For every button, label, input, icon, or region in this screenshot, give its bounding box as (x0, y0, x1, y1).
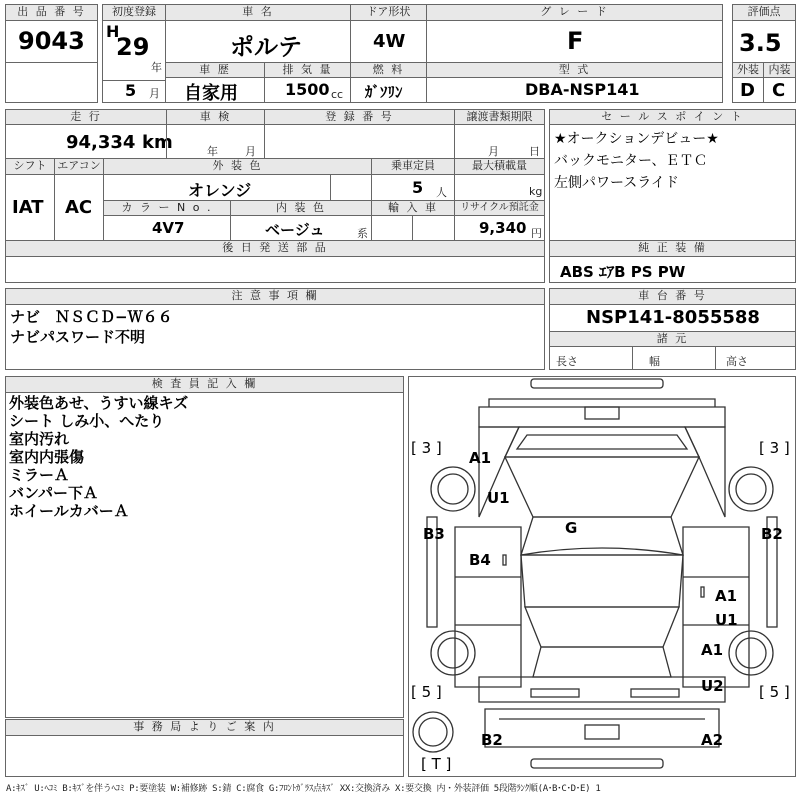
later-parts-cell (5, 256, 545, 283)
shift: IAT (12, 197, 44, 218)
car-outline-svg (409, 377, 795, 776)
int-color-header: 内 装 色 (230, 200, 372, 216)
inspector-line-2: シート しみ小、へたり (9, 412, 165, 430)
rear-bottom-bar (531, 759, 663, 768)
right-front-fender (685, 427, 725, 517)
damage-diagram (408, 376, 796, 777)
recycle-fee: 9,340 (479, 219, 527, 237)
reg-month: 5 (125, 81, 137, 100)
inspector-line-5: ミラーＡ (9, 466, 70, 484)
car-name: ポルテ (230, 33, 302, 61)
windshield (505, 457, 699, 517)
mark-a1-front-left: A1 (469, 449, 492, 467)
int-score-header: 内装 (763, 62, 796, 78)
model-header: 型 式 (426, 62, 723, 78)
max-load-header: 最大積載量 (454, 158, 545, 175)
transfer-header: 譲渡書類期限 (454, 109, 545, 125)
inspector-cell (5, 392, 404, 718)
ext-color-cell (103, 174, 372, 201)
inspection-header: 車 検 (166, 109, 265, 125)
ext-score-header: 外装 (732, 62, 764, 78)
notes-line-1: ナビ ＮＳＣＤ−Ｗ６６ (10, 308, 173, 326)
mark-a1-right-2: A1 (701, 641, 724, 659)
bracket-top-left: [ 3 ] (411, 439, 442, 457)
roof-curve (521, 548, 683, 555)
sales-line-2: バックモニター、ＥＴＣ (554, 153, 708, 169)
first-reg-cell (102, 20, 166, 103)
int-color-cell (230, 215, 372, 241)
mileage-unit: km (142, 132, 173, 153)
inspector-header: 検 査 員 記 入 欄 (5, 376, 404, 393)
chassis-number: NSP141-8055588 (586, 307, 760, 328)
grade: F (567, 27, 584, 55)
spare-tire-inner (419, 718, 447, 746)
ext-score-cell (732, 77, 764, 103)
legend: A:ｷｽﾞ U:ﾍｺﾐ B:ｷｽﾞを伴うﾍｺﾐ P:要塗装 W:補修跡 S:錆 C:腐食 G:ﾌﾛﾝﾄｶﾞﾗｽ点ｷｽﾞ XX:交換済み X:要交換 内・外装評価 5段階ﾗﾝｸ順(A･B･C･D･E) 1 (6, 784, 601, 794)
displacement: 1500 (285, 80, 330, 99)
capacity-header: 乗車定員 (371, 158, 455, 175)
import-cell (371, 215, 455, 241)
notes-cell (5, 304, 545, 370)
bracket-top-right: [ 3 ] (759, 439, 790, 457)
mark-u1-front-left: U1 (487, 489, 510, 507)
wheel-rear-right-inner (736, 638, 766, 668)
month-unit: 月 (149, 87, 160, 100)
recycle-header: リサイクル預託金 (454, 200, 545, 216)
spec-header: 諸 元 (549, 331, 796, 347)
displacement-unit: cc (331, 88, 344, 101)
mark-u2: U2 (701, 677, 724, 695)
reg-no-cell (264, 124, 455, 159)
color-no-header: カ ラ ー N o . (103, 200, 231, 216)
right-side-mark (701, 587, 704, 597)
wheel-rear-left-inner (438, 638, 468, 668)
score-header: 評価点 (732, 4, 796, 21)
import-header: 輸 入 車 (371, 200, 455, 216)
overall-score: 3.5 (739, 29, 782, 57)
color-no: 4V7 (152, 219, 185, 237)
ext-color: オレンジ (188, 181, 252, 200)
chassis-header: 車 台 番 号 (549, 288, 796, 305)
shift-cell (5, 174, 55, 241)
hood (505, 427, 699, 457)
roof (521, 517, 683, 555)
inspector-line-6: バンパー下Ａ (9, 484, 98, 502)
sales-header: セ ー ル ス ポ イ ン ト (549, 109, 796, 125)
rear-window (525, 607, 679, 647)
transfer-day: 日 (529, 145, 540, 158)
office-header: 事 務 局 よ り ご 案 内 (5, 719, 404, 736)
ext-color-header: 外 装 色 (103, 158, 372, 175)
year-unit: 年 (151, 61, 162, 74)
mark-b4: B4 (469, 551, 491, 569)
insp-month-unit: 月 (245, 145, 256, 158)
lot-no-blank (5, 62, 98, 103)
color-no-cell (103, 215, 231, 241)
rear-deck (533, 647, 671, 677)
inspector-line-7: ホイールカバーＡ (9, 502, 129, 520)
notes-header: 注 意 事 項 欄 (5, 288, 545, 305)
fuel-header: 燃 料 (350, 62, 427, 78)
mark-a2: A2 (701, 731, 724, 749)
insp-year-unit: 年 (207, 145, 218, 158)
mark-b3: B3 (423, 525, 445, 543)
int-score: C (772, 80, 786, 101)
equipment-header: 純 正 装 備 (549, 240, 796, 257)
max-load-unit: kg (529, 185, 543, 198)
spec-height-cell (715, 346, 796, 370)
ac-cell (54, 174, 104, 241)
rear-panel (479, 677, 725, 702)
rear-bumper-bar-2 (631, 689, 679, 697)
front-bumper (479, 399, 725, 427)
import-divider (412, 215, 413, 241)
sales-line-3: 左側パワースライド (554, 175, 679, 191)
recycle-cell (454, 215, 545, 241)
first-reg-header: 初度登録 (102, 4, 166, 21)
grade-cell (426, 20, 723, 63)
reg-year: 29 (116, 33, 150, 61)
wheel-front-left-inner (438, 474, 468, 504)
door-header: ドア形状 (350, 4, 427, 21)
sales-cell (549, 124, 796, 241)
aircon: AC (65, 197, 93, 218)
int-color-unit: 系 (357, 227, 368, 240)
ext-score: D (740, 80, 755, 101)
bracket-t: [ T ] (421, 755, 452, 773)
car-name-header: 車 名 (165, 4, 351, 21)
first-reg-divider (102, 80, 166, 81)
spec-length-cell (549, 346, 633, 370)
left-side-mark (503, 555, 506, 565)
capacity-cell (371, 174, 455, 201)
grade-header: グ レ ー ド (426, 4, 723, 21)
transfer-month: 月 (488, 145, 499, 158)
max-load-cell (454, 174, 545, 201)
notes-line-2: ナビパスワード不明 (10, 328, 146, 346)
height-label: 高さ (726, 355, 748, 368)
lot-no-header: 出 品 番 号 (5, 4, 98, 21)
wheel-front-right-inner (736, 474, 766, 504)
transfer-cell (454, 124, 545, 159)
lot-number: 9043 (18, 27, 85, 55)
int-color: ベージュ (265, 221, 325, 239)
score-cell (732, 20, 796, 63)
office-cell (5, 735, 404, 777)
ext-color-divider (330, 174, 331, 201)
mileage-cell (5, 124, 173, 159)
rear-bumper-bar (531, 689, 579, 697)
history-cell (165, 77, 265, 103)
front-bumper-top (531, 379, 663, 388)
inspector-line-1: 外装色あせ、うすい線キズ (9, 394, 189, 412)
inspection-cell (166, 124, 265, 159)
reg-no-header: 登 録 番 号 (264, 109, 455, 125)
mark-b2-rear: B2 (481, 731, 503, 749)
lot-no-cell (5, 20, 98, 63)
model-code: DBA-NSP141 (525, 80, 640, 99)
equipment-list: ABS ｴｱB PS PW (560, 263, 686, 281)
mileage-header: 走 行 (5, 109, 167, 125)
mark-u1-right: U1 (715, 611, 738, 629)
inspector-line-4: 室内内張傷 (9, 448, 85, 466)
mark-b2-right: B2 (761, 525, 783, 543)
bracket-bottom-left: [ 5 ] (411, 683, 442, 701)
bracket-bottom-right: [ 5 ] (759, 683, 790, 701)
ac-header: エアコン (54, 158, 104, 175)
mileage: 94,334 (66, 132, 136, 153)
later-parts-header: 後 日 発 送 部 品 (5, 240, 545, 257)
capacity: 5 (412, 178, 424, 197)
displacement-cell (264, 77, 351, 103)
front-grille (585, 407, 619, 419)
width-label: 幅 (649, 355, 660, 368)
windshield-inner (517, 435, 687, 449)
spec-width-cell (632, 346, 716, 370)
recycle-unit: 円 (531, 227, 542, 240)
door-cell (350, 20, 427, 63)
displacement-header: 排 気 量 (264, 62, 351, 78)
license-plate (585, 725, 619, 739)
inspector-line-3: 室内汚れ (9, 430, 70, 448)
door-type: 4W (373, 31, 406, 52)
car-name-cell (165, 20, 351, 63)
capacity-unit: 人 (436, 186, 447, 199)
shift-header: シフト (5, 158, 55, 175)
fuel-cell (350, 77, 427, 103)
mark-g: G (565, 519, 578, 537)
sales-line-1: ★オークションデビュー★ (554, 131, 719, 147)
car-history: 自家用 (184, 83, 238, 104)
length-label: 長さ (556, 355, 578, 368)
history-header: 車 歴 (165, 62, 265, 78)
int-score-cell (763, 77, 796, 103)
fuel-type: ｶﾞｿﾘﾝ (365, 83, 403, 101)
rear-bumper (485, 709, 719, 747)
era: H (106, 22, 120, 41)
cabin (521, 555, 683, 607)
equipment-cell (549, 256, 796, 283)
chassis-cell (549, 304, 796, 332)
model-cell (426, 77, 723, 103)
mark-a1-right-1: A1 (715, 587, 738, 605)
